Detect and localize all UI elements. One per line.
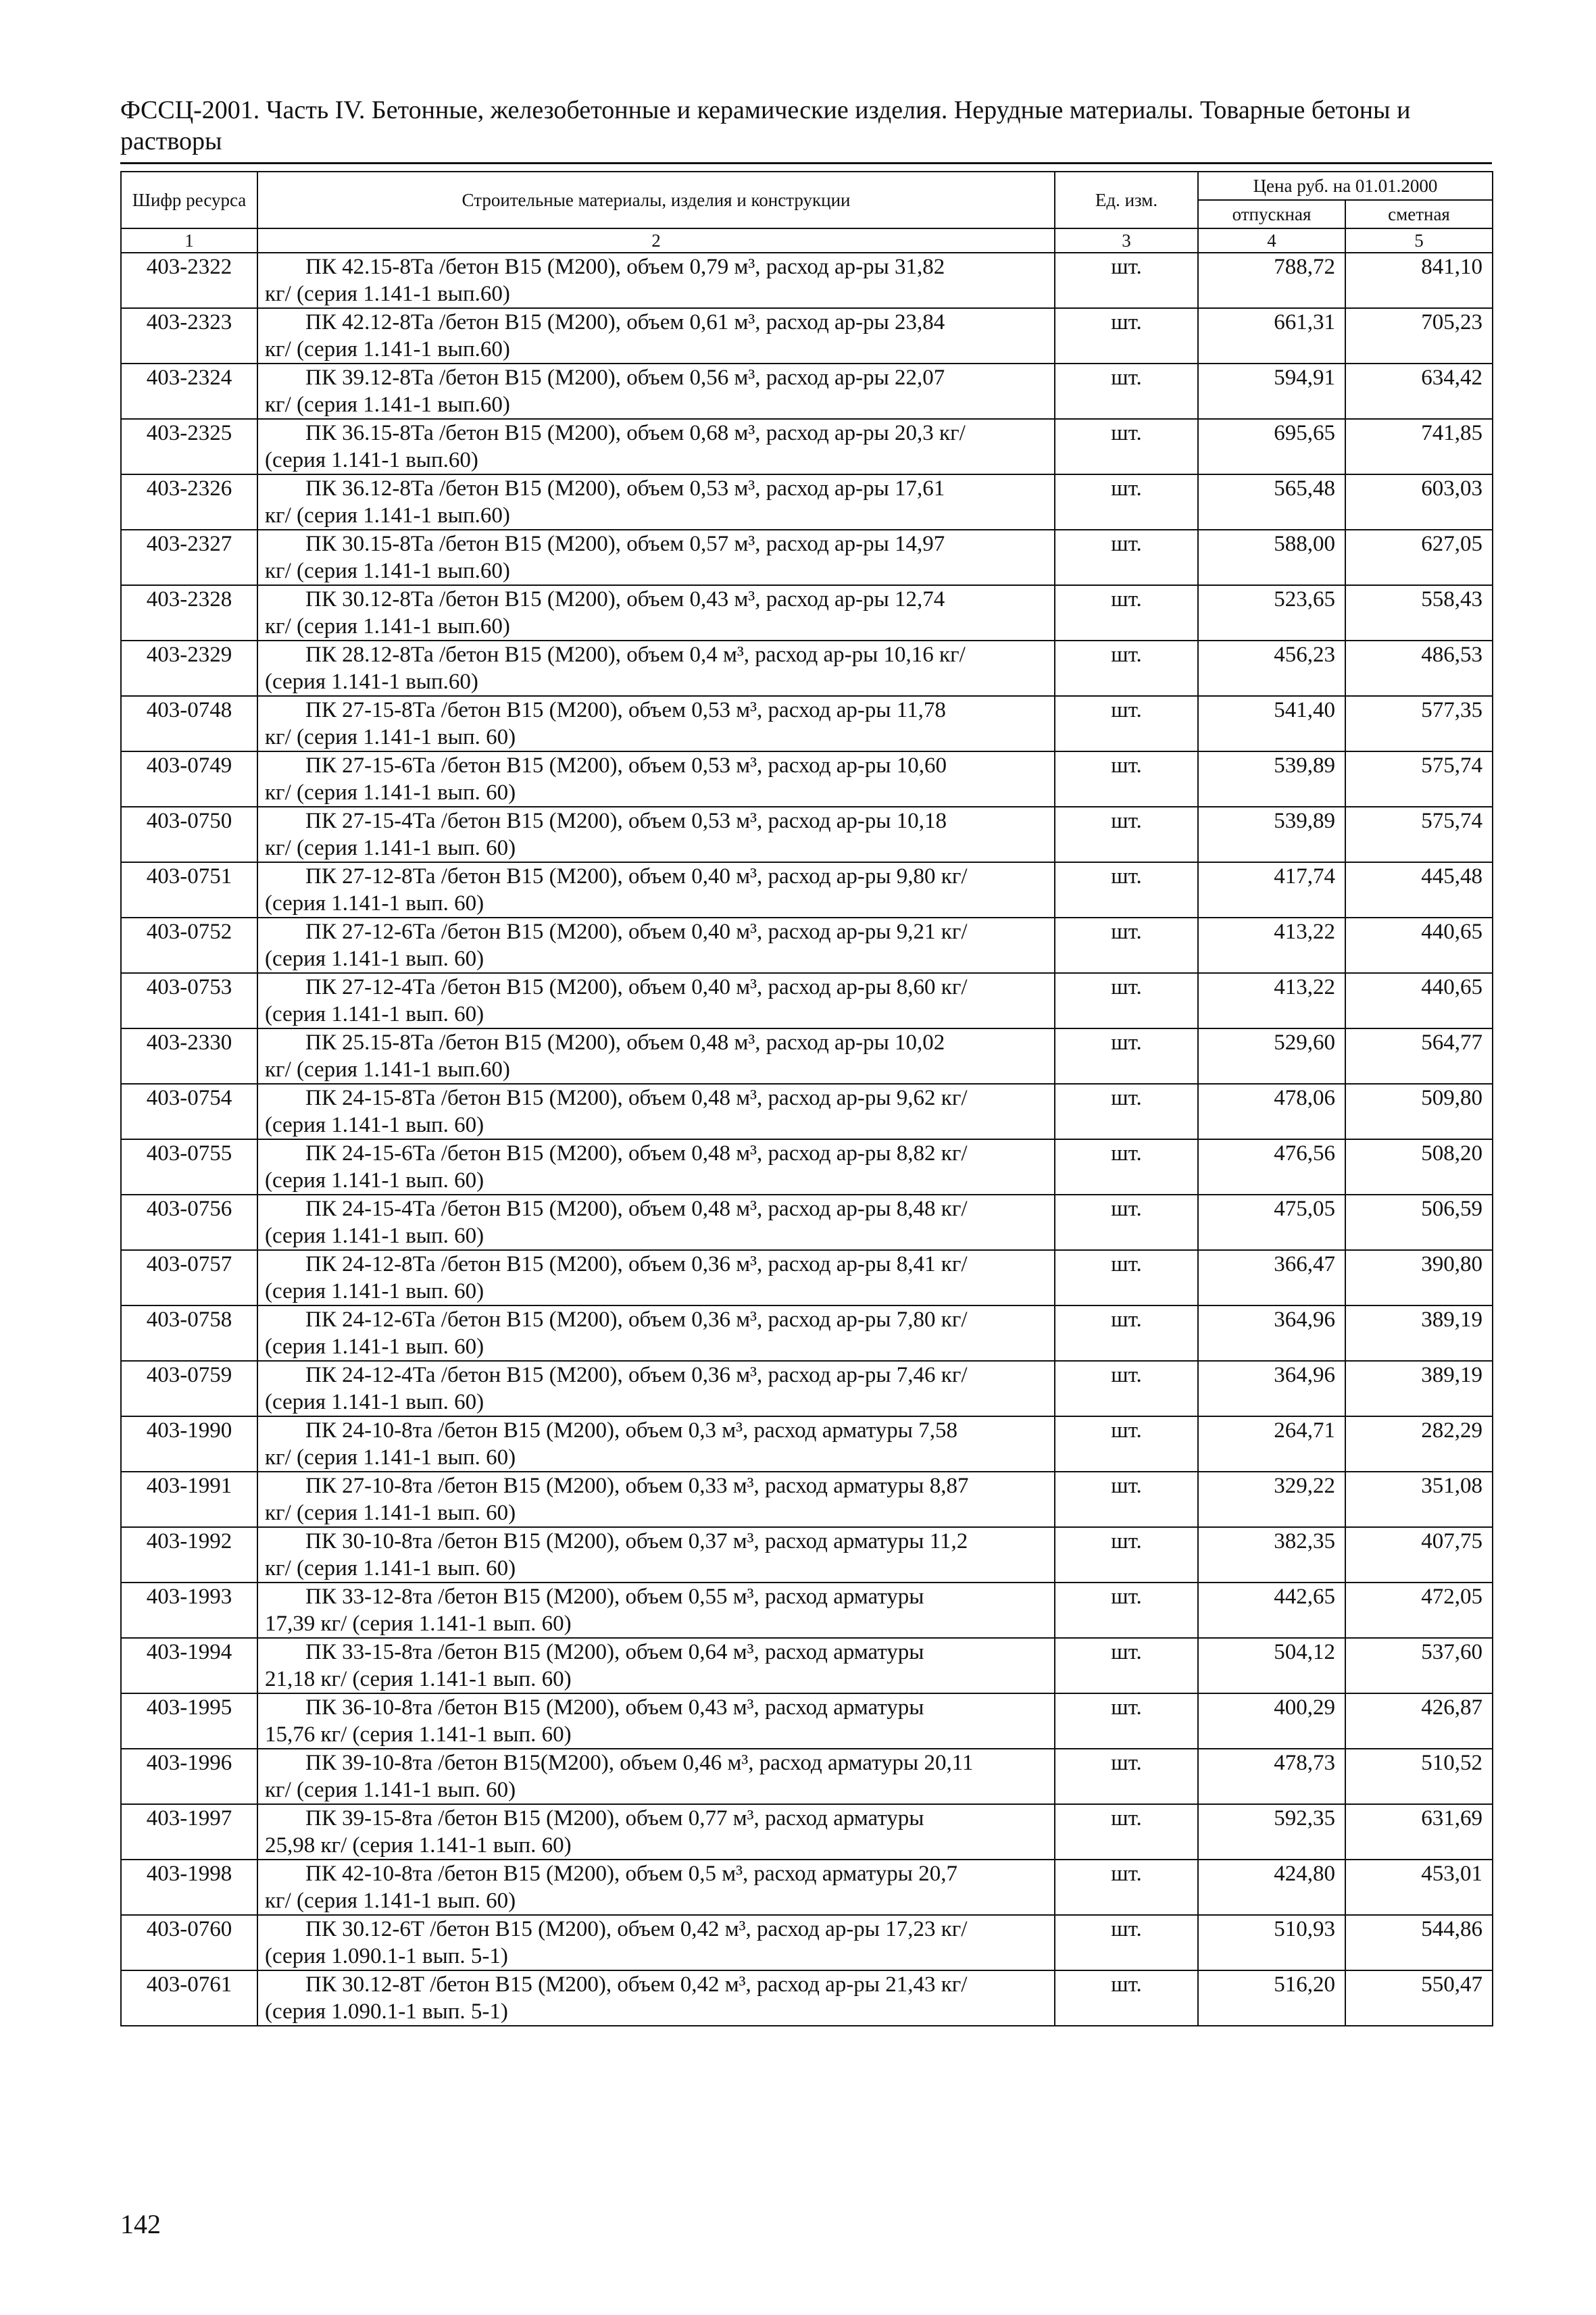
description-line: ПК 24-10-8та /бетон В15 (М200), объем 0,3 м³, расход арматуры 7,58 [305, 1418, 957, 1443]
unit-of-measure: шт. [1055, 1195, 1198, 1250]
unit-of-measure: шт. [1055, 1804, 1198, 1860]
material-description [257, 807, 1055, 862]
estimate-price: 510,52 [1345, 1749, 1493, 1804]
header-unit: Ед. изм. [1055, 172, 1198, 228]
resource-code: 403-2330 [121, 1028, 257, 1084]
description-line: 15,76 кг/ (серия 1.141-1 вып. 60) [265, 1722, 572, 1747]
resource-code: 403-0760 [121, 1915, 257, 1970]
estimate-price: 705,23 [1345, 308, 1493, 364]
resource-code: 403-0755 [121, 1139, 257, 1195]
header-divider [120, 162, 1492, 164]
resource-code: 403-0752 [121, 918, 257, 973]
unit-of-measure: шт. [1055, 1084, 1198, 1139]
table-row [121, 1084, 1493, 1139]
estimate-price: 564,77 [1345, 1028, 1493, 1084]
description-line: (серия 1.141-1 вып. 60) [265, 1002, 484, 1026]
material-description [257, 1915, 1055, 1970]
description-line: (серия 1.141-1 вып. 60) [265, 1168, 484, 1193]
description-line: (серия 1.141-1 вып. 60) [265, 1335, 484, 1359]
unit-of-measure: шт. [1055, 1749, 1198, 1804]
unit-of-measure: шт. [1055, 585, 1198, 641]
table-row [121, 1860, 1493, 1915]
table-row [121, 1583, 1493, 1638]
header-code: Шифр ресурса [121, 172, 257, 228]
estimate-price: 550,47 [1345, 1970, 1493, 2026]
release-price: 442,65 [1198, 1583, 1345, 1638]
description-line: ПК 24-12-8Та /бетон В15 (М200), объем 0,36 м³, расход ар-ры 8,41 кг/ [305, 1252, 968, 1276]
table-row [121, 364, 1493, 419]
estimate-price: 282,29 [1345, 1416, 1493, 1472]
description-line: ПК 24-12-4Та /бетон В15 (М200), объем 0,36 м³, расход ар-ры 7,46 кг/ [305, 1363, 968, 1387]
release-price: 478,06 [1198, 1084, 1345, 1139]
estimate-price: 577,35 [1345, 696, 1493, 751]
description-line: ПК 39-10-8та /бетон В15(М200), объем 0,46 м³, расход арматуры 20,11 [305, 1751, 974, 1775]
release-price: 366,47 [1198, 1250, 1345, 1305]
header-price-release: отпускная [1198, 200, 1345, 228]
resource-code: 403-0749 [121, 751, 257, 807]
material-description [257, 1693, 1055, 1749]
estimate-price: 389,19 [1345, 1305, 1493, 1361]
description-line: ПК 30.12-8Т /бетон В15 (М200), объем 0,42 м³, расход ар-ры 21,43 кг/ [305, 1972, 968, 1997]
table-row [121, 1139, 1493, 1195]
resource-code: 403-0758 [121, 1305, 257, 1361]
resource-code: 403-2326 [121, 474, 257, 530]
release-price: 413,22 [1198, 973, 1345, 1028]
material-description [257, 641, 1055, 696]
estimate-price: 575,74 [1345, 751, 1493, 807]
resource-code: 403-1998 [121, 1860, 257, 1915]
unit-of-measure: шт. [1055, 1139, 1198, 1195]
unit-of-measure: шт. [1055, 1693, 1198, 1749]
unit-of-measure: шт. [1055, 1970, 1198, 2026]
material-description [257, 696, 1055, 751]
release-price: 541,40 [1198, 696, 1345, 751]
estimate-price: 508,20 [1345, 1139, 1493, 1195]
description-line: ПК 24-12-6Та /бетон В15 (М200), объем 0,36 м³, расход ар-ры 7,80 кг/ [305, 1308, 968, 1332]
unit-of-measure: шт. [1055, 1028, 1198, 1084]
description-line: ПК 30.12-8Та /бетон В15 (М200), объем 0,43 м³, расход ар-ры 12,74 [305, 587, 945, 612]
release-price: 264,71 [1198, 1416, 1345, 1472]
material-description [257, 419, 1055, 474]
material-description [257, 862, 1055, 918]
resource-code: 403-0753 [121, 973, 257, 1028]
release-price: 413,22 [1198, 918, 1345, 973]
release-price: 661,31 [1198, 308, 1345, 364]
description-line: (серия 1.090.1-1 вып. 5-1) [265, 1944, 508, 1968]
estimate-price: 445,48 [1345, 862, 1493, 918]
description-line: (серия 1.141-1 вып. 60) [265, 1390, 484, 1414]
table-row [121, 641, 1493, 696]
resource-code: 403-1995 [121, 1693, 257, 1749]
material-description [257, 1250, 1055, 1305]
release-price: 588,00 [1198, 530, 1345, 585]
description-line: ПК 36.15-8Та /бетон В15 (М200), объем 0,68 м³, расход ар-ры 20,3 кг/ [305, 421, 966, 445]
description-line: кг/ (серия 1.141-1 вып. 60) [265, 1445, 516, 1470]
release-price: 523,65 [1198, 585, 1345, 641]
table-row [121, 253, 1493, 308]
material-description [257, 751, 1055, 807]
table-row [121, 1693, 1493, 1749]
description-line: кг/ (серия 1.141-1 вып.60) [265, 393, 510, 417]
resource-code: 403-2325 [121, 419, 257, 474]
release-price: 539,89 [1198, 807, 1345, 862]
description-line: ПК 36-10-8та /бетон В15 (М200), объем 0,43 м³, расход арматуры [305, 1695, 924, 1720]
table-row [121, 1638, 1493, 1693]
material-description [257, 308, 1055, 364]
description-line: (серия 1.141-1 вып.60) [265, 670, 478, 694]
material-description [257, 1638, 1055, 1693]
table-row [121, 1195, 1493, 1250]
table-row [121, 807, 1493, 862]
resource-code: 403-2328 [121, 585, 257, 641]
material-description [257, 1860, 1055, 1915]
material-description [257, 1472, 1055, 1527]
release-price: 364,96 [1198, 1361, 1345, 1416]
resource-code: 403-2322 [121, 253, 257, 308]
resource-code: 403-1992 [121, 1527, 257, 1583]
resource-code: 403-2329 [121, 641, 257, 696]
resource-code: 403-0751 [121, 862, 257, 918]
description-line: 17,39 кг/ (серия 1.141-1 вып. 60) [265, 1612, 572, 1636]
description-line: ПК 27-12-6Та /бетон В15 (М200), объем 0,40 м³, расход ар-ры 9,21 кг/ [305, 920, 968, 944]
description-line: кг/ (серия 1.141-1 вып.60) [265, 503, 510, 528]
table-row [121, 1804, 1493, 1860]
release-price: 382,35 [1198, 1527, 1345, 1583]
material-description [257, 1804, 1055, 1860]
table-row [121, 1250, 1493, 1305]
description-line: 21,18 кг/ (серия 1.141-1 вып. 60) [265, 1667, 572, 1691]
description-line: ПК 33-12-8та /бетон В15 (М200), объем 0,55 м³, расход арматуры [305, 1585, 924, 1609]
release-price: 478,73 [1198, 1749, 1345, 1804]
description-line: ПК 30.15-8Та /бетон В15 (М200), объем 0,57 м³, расход ар-ры 14,97 [305, 532, 945, 556]
description-line: кг/ (серия 1.141-1 вып. 60) [265, 780, 516, 805]
material-description [257, 1416, 1055, 1472]
table-row [121, 474, 1493, 530]
description-line: ПК 25.15-8Та /бетон В15 (М200), объем 0,48 м³, расход ар-ры 10,02 [305, 1030, 945, 1055]
material-description [257, 1970, 1055, 2026]
unit-of-measure: шт. [1055, 530, 1198, 585]
description-line: (серия 1.141-1 вып. 60) [265, 1279, 484, 1303]
description-line: ПК 24-15-6Та /бетон В15 (М200), объем 0,48 м³, расход ар-ры 8,82 кг/ [305, 1141, 968, 1166]
description-line: ПК 33-15-8та /бетон В15 (М200), объем 0,64 м³, расход арматуры [305, 1640, 924, 1664]
page-header: ФССЦ-2001. Часть IV. Бетонные, железобетонные и керамические изделия. Нерудные материалы. Товарные бетоны и растворы [120, 96, 1411, 155]
material-description [257, 474, 1055, 530]
material-description [257, 1527, 1055, 1583]
resource-code: 403-2327 [121, 530, 257, 585]
page-number: 142 [120, 2209, 161, 2239]
unit-of-measure: шт. [1055, 1472, 1198, 1527]
estimate-price: 472,05 [1345, 1583, 1493, 1638]
material-description [257, 1084, 1055, 1139]
resource-code: 403-0756 [121, 1195, 257, 1250]
resource-code: 403-0750 [121, 807, 257, 862]
unit-of-measure: шт. [1055, 973, 1198, 1028]
material-description [257, 973, 1055, 1028]
description-line: кг/ (серия 1.141-1 вып.60) [265, 282, 510, 306]
description-line: ПК 27-15-6Та /бетон В15 (М200), объем 0,53 м³, расход ар-ры 10,60 [305, 753, 947, 778]
unit-of-measure: шт. [1055, 474, 1198, 530]
table-body [121, 253, 1493, 2026]
unit-of-measure: шт. [1055, 253, 1198, 308]
resource-code: 403-0748 [121, 696, 257, 751]
description-line: кг/ (серия 1.141-1 вып. 60) [265, 836, 516, 860]
release-price: 539,89 [1198, 751, 1345, 807]
unit-of-measure: шт. [1055, 1860, 1198, 1915]
table-row [121, 1361, 1493, 1416]
estimate-price: 351,08 [1345, 1472, 1493, 1527]
material-description [257, 585, 1055, 641]
table-row [121, 1472, 1493, 1527]
column-number: 5 [1345, 228, 1493, 253]
resource-code: 403-0754 [121, 1084, 257, 1139]
resource-code: 403-0759 [121, 1361, 257, 1416]
header-price-estimate: сметная [1345, 200, 1493, 228]
description-line: кг/ (серия 1.141-1 вып.60) [265, 1057, 510, 1082]
release-price: 594,91 [1198, 364, 1345, 419]
unit-of-measure: шт. [1055, 1416, 1198, 1472]
estimate-price: 537,60 [1345, 1638, 1493, 1693]
estimate-price: 558,43 [1345, 585, 1493, 641]
estimate-price: 440,65 [1345, 973, 1493, 1028]
description-line: кг/ (серия 1.141-1 вып.60) [265, 337, 510, 362]
material-description [257, 1028, 1055, 1084]
material-description [257, 1749, 1055, 1804]
description-line: ПК 42-10-8та /бетон В15 (М200), объем 0,5 м³, расход арматуры 20,7 [305, 1862, 957, 1886]
estimate-price: 627,05 [1345, 530, 1493, 585]
release-price: 510,93 [1198, 1915, 1345, 1970]
material-description [257, 253, 1055, 308]
column-number: 1 [121, 228, 257, 253]
description-line: ПК 27-10-8та /бетон В15 (М200), объем 0,33 м³, расход арматуры 8,87 [305, 1474, 969, 1498]
estimate-price: 603,03 [1345, 474, 1493, 530]
description-line: (серия 1.090.1-1 вып. 5-1) [265, 1999, 508, 2024]
table-row [121, 751, 1493, 807]
table-row [121, 1305, 1493, 1361]
table-row [121, 308, 1493, 364]
description-line: ПК 39-15-8та /бетон В15 (М200), объем 0,77 м³, расход арматуры [305, 1806, 924, 1831]
unit-of-measure: шт. [1055, 807, 1198, 862]
table-row [121, 1970, 1493, 2026]
description-line: ПК 42.12-8Та /бетон В15 (М200), объем 0,61 м³, расход ар-ры 23,84 [305, 310, 945, 334]
table-header [121, 172, 1493, 253]
release-price: 364,96 [1198, 1305, 1345, 1361]
column-number: 2 [257, 228, 1055, 253]
description-line: кг/ (серия 1.141-1 вып. 60) [265, 1889, 516, 1913]
description-line: кг/ (серия 1.141-1 вып.60) [265, 559, 510, 583]
release-price: 417,74 [1198, 862, 1345, 918]
description-line: ПК 27-15-8Та /бетон В15 (М200), объем 0,53 м³, расход ар-ры 11,78 [305, 698, 946, 722]
description-line: (серия 1.141-1 вып. 60) [265, 1113, 484, 1137]
material-description [257, 1305, 1055, 1361]
price-table [120, 171, 1493, 2026]
column-number: 4 [1198, 228, 1345, 253]
release-price: 565,48 [1198, 474, 1345, 530]
unit-of-measure: шт. [1055, 1250, 1198, 1305]
resource-code: 403-1993 [121, 1583, 257, 1638]
description-line: кг/ (серия 1.141-1 вып. 60) [265, 1501, 516, 1525]
material-description [257, 1195, 1055, 1250]
unit-of-measure: шт. [1055, 918, 1198, 973]
table-row [121, 1749, 1493, 1804]
estimate-price: 509,80 [1345, 1084, 1493, 1139]
material-description [257, 1361, 1055, 1416]
estimate-price: 634,42 [1345, 364, 1493, 419]
description-line: (серия 1.141-1 вып. 60) [265, 891, 484, 916]
unit-of-measure: шт. [1055, 308, 1198, 364]
table-row [121, 1915, 1493, 1970]
description-line: ПК 27-12-8Та /бетон В15 (М200), объем 0,40 м³, расход ар-ры 9,80 кг/ [305, 864, 968, 889]
unit-of-measure: шт. [1055, 751, 1198, 807]
table-row [121, 1028, 1493, 1084]
description-line: ПК 24-15-4Та /бетон В15 (М200), объем 0,48 м³, расход ар-ры 8,48 кг/ [305, 1197, 968, 1221]
description-line: ПК 39.12-8Та /бетон В15 (М200), объем 0,56 м³, расход ар-ры 22,07 [305, 366, 945, 390]
description-line: ПК 30-10-8та /бетон В15 (М200), объем 0,37 м³, расход арматуры 11,2 [305, 1529, 968, 1553]
release-price: 400,29 [1198, 1693, 1345, 1749]
unit-of-measure: шт. [1055, 1361, 1198, 1416]
description-line: 25,98 кг/ (серия 1.141-1 вып. 60) [265, 1833, 572, 1858]
description-line: ПК 28.12-8Та /бетон В15 (М200), объем 0,4 м³, расход ар-ры 10,16 кг/ [305, 643, 966, 667]
estimate-price: 506,59 [1345, 1195, 1493, 1250]
unit-of-measure: шт. [1055, 1305, 1198, 1361]
description-line: кг/ (серия 1.141-1 вып. 60) [265, 1778, 516, 1802]
table-row [121, 918, 1493, 973]
estimate-price: 575,74 [1345, 807, 1493, 862]
release-price: 475,05 [1198, 1195, 1345, 1250]
table-row [121, 419, 1493, 474]
table-row [121, 530, 1493, 585]
release-price: 516,20 [1198, 1970, 1345, 2026]
unit-of-measure: шт. [1055, 364, 1198, 419]
table-row [121, 1416, 1493, 1472]
material-description [257, 918, 1055, 973]
column-number: 3 [1055, 228, 1198, 253]
unit-of-measure: шт. [1055, 1583, 1198, 1638]
unit-of-measure: шт. [1055, 1915, 1198, 1970]
release-price: 456,23 [1198, 641, 1345, 696]
resource-code: 403-0757 [121, 1250, 257, 1305]
estimate-price: 440,65 [1345, 918, 1493, 973]
table-row [121, 585, 1493, 641]
unit-of-measure: шт. [1055, 419, 1198, 474]
table-row [121, 1527, 1493, 1583]
estimate-price: 389,19 [1345, 1361, 1493, 1416]
resource-code: 403-1990 [121, 1416, 257, 1472]
description-line: (серия 1.141-1 вып. 60) [265, 947, 484, 971]
description-line: ПК 30.12-6Т /бетон В15 (М200), объем 0,42 м³, расход ар-ры 17,23 кг/ [305, 1917, 968, 1941]
release-price: 476,56 [1198, 1139, 1345, 1195]
description-line: (серия 1.141-1 вып.60) [265, 448, 478, 472]
unit-of-measure: шт. [1055, 1527, 1198, 1583]
estimate-price: 631,69 [1345, 1804, 1493, 1860]
description-line: кг/ (серия 1.141-1 вып.60) [265, 614, 510, 639]
table-row [121, 862, 1493, 918]
unit-of-measure: шт. [1055, 641, 1198, 696]
estimate-price: 390,80 [1345, 1250, 1493, 1305]
resource-code: 403-2324 [121, 364, 257, 419]
unit-of-measure: шт. [1055, 862, 1198, 918]
material-description [257, 364, 1055, 419]
release-price: 592,35 [1198, 1804, 1345, 1860]
resource-code: 403-1991 [121, 1472, 257, 1527]
header-price: Цена руб. на 01.01.2000 [1198, 172, 1493, 200]
release-price: 329,22 [1198, 1472, 1345, 1527]
table-row [121, 973, 1493, 1028]
description-line: (серия 1.141-1 вып. 60) [265, 1224, 484, 1248]
estimate-price: 426,87 [1345, 1693, 1493, 1749]
header-name: Строительные материалы, изделия и конструкции [257, 172, 1055, 228]
estimate-price: 841,10 [1345, 253, 1493, 308]
estimate-price: 486,53 [1345, 641, 1493, 696]
estimate-price: 453,01 [1345, 1860, 1493, 1915]
column-number-row [121, 228, 1493, 253]
description-line: кг/ (серия 1.141-1 вып. 60) [265, 725, 516, 749]
description-line: ПК 36.12-8Та /бетон В15 (М200), объем 0,53 м³, расход ар-ры 17,61 [305, 476, 945, 501]
release-price: 788,72 [1198, 253, 1345, 308]
unit-of-measure: шт. [1055, 696, 1198, 751]
resource-code: 403-1994 [121, 1638, 257, 1693]
table-row [121, 696, 1493, 751]
estimate-price: 741,85 [1345, 419, 1493, 474]
material-description [257, 1583, 1055, 1638]
estimate-price: 407,75 [1345, 1527, 1493, 1583]
price-table-container [120, 171, 1492, 2026]
material-description [257, 1139, 1055, 1195]
release-price: 695,65 [1198, 419, 1345, 474]
description-line: ПК 27-12-4Та /бетон В15 (М200), объем 0,40 м³, расход ар-ры 8,60 кг/ [305, 975, 968, 999]
description-line: кг/ (серия 1.141-1 вып. 60) [265, 1556, 516, 1580]
description-line: ПК 42.15-8Та /бетон В15 (М200), объем 0,79 м³, расход ар-ры 31,82 [305, 255, 945, 279]
resource-code: 403-1997 [121, 1804, 257, 1860]
unit-of-measure: шт. [1055, 1638, 1198, 1693]
resource-code: 403-1996 [121, 1749, 257, 1804]
description-line: ПК 24-15-8Та /бетон В15 (М200), объем 0,48 м³, расход ар-ры 9,62 кг/ [305, 1086, 968, 1110]
release-price: 504,12 [1198, 1638, 1345, 1693]
estimate-price: 544,86 [1345, 1915, 1493, 1970]
description-line: ПК 27-15-4Та /бетон В15 (М200), объем 0,53 м³, расход ар-ры 10,18 [305, 809, 947, 833]
material-description [257, 530, 1055, 585]
release-price: 424,80 [1198, 1860, 1345, 1915]
release-price: 529,60 [1198, 1028, 1345, 1084]
resource-code: 403-2323 [121, 308, 257, 364]
resource-code: 403-0761 [121, 1970, 257, 2026]
